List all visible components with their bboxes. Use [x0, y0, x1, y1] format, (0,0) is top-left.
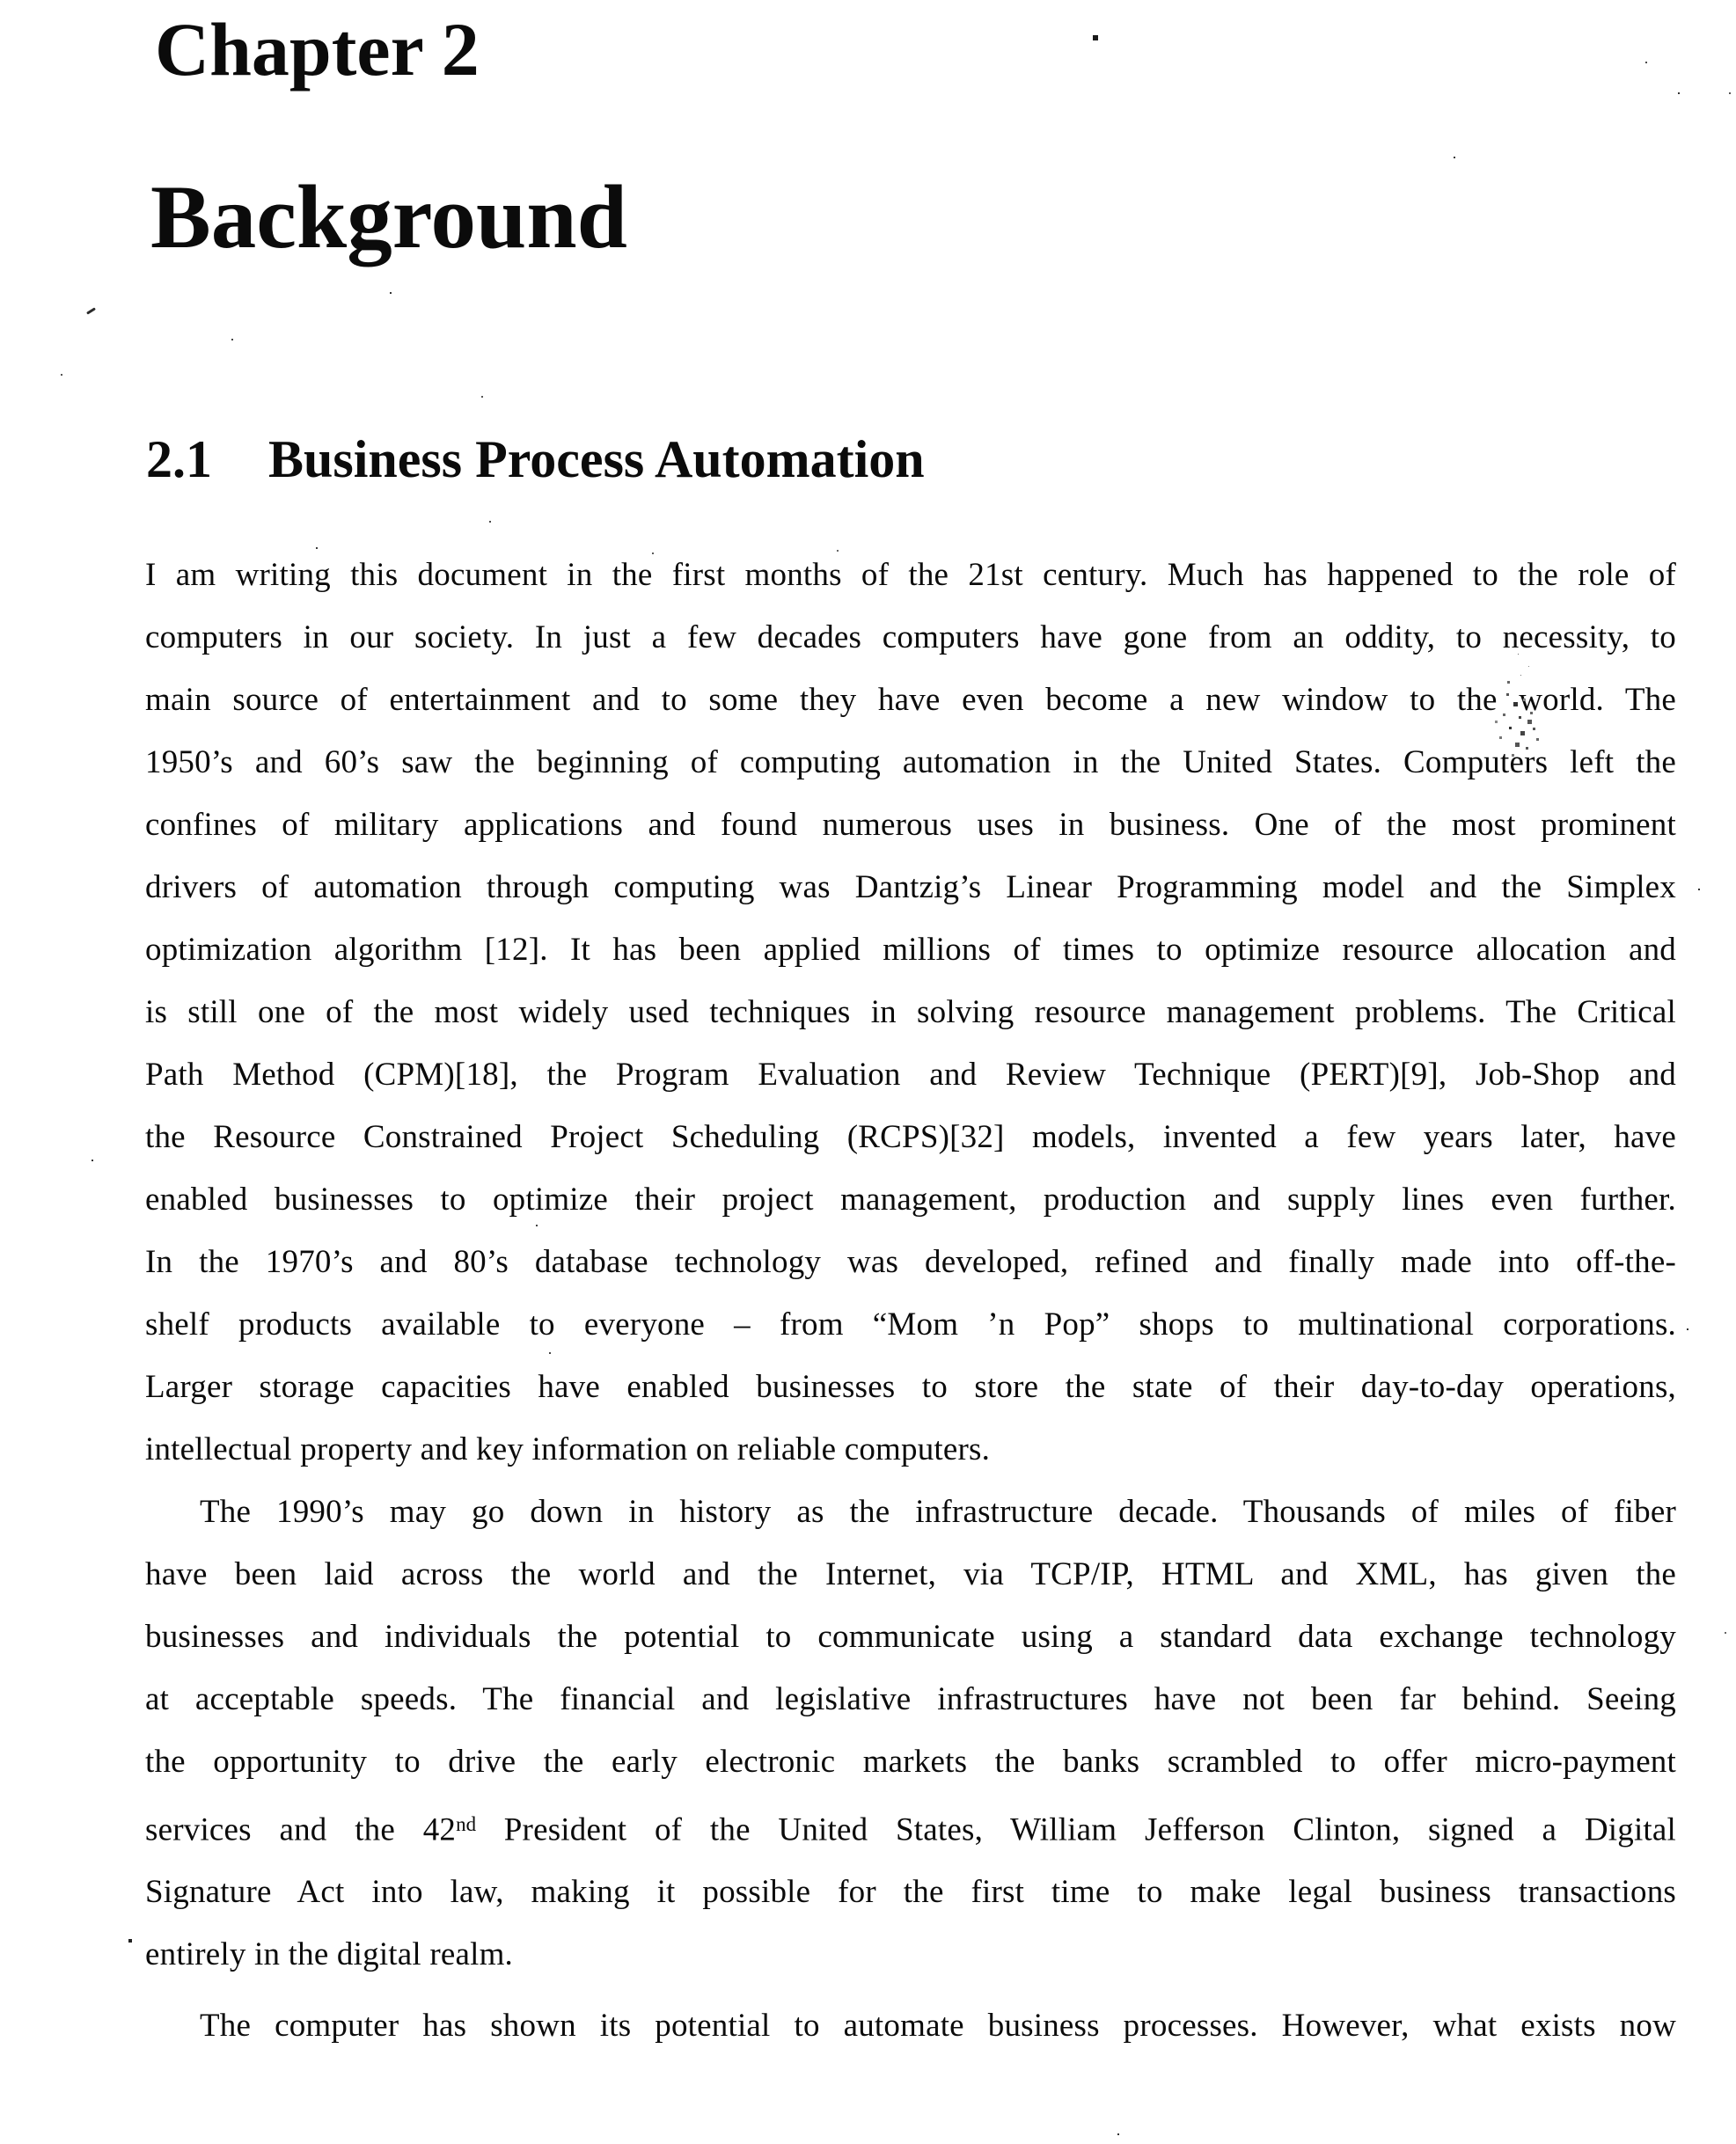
paragraph [145, 544, 1676, 1481]
superscript-text: nd [456, 1813, 477, 1835]
text-line: intellectual property and key information on reliable computers. [145, 1431, 991, 1467]
body-text [145, 544, 1676, 2057]
text-run: President of the United States, William Jefferson Clinton, signed a Digital [476, 1811, 1677, 1848]
text-line: at acceptable speeds. The financial and legislative infrastructures have not been far behind. Seeing [145, 1681, 1676, 1717]
text-line: The computer has shown its potential to automate business processes. However, what exists now [200, 2008, 1676, 2045]
text-line: Larger storage capacities have enabled businesses to store the state of their day-to-day operations, [145, 1369, 1676, 1405]
chapter-title: Background [150, 167, 627, 267]
section-heading [146, 430, 925, 488]
section-number: 2.1 [146, 430, 212, 488]
text-line: businesses and individuals the potential to communicate using a standard data exchange technology [145, 1619, 1676, 1655]
text-line: have been laid across the world and the Internet, via TCP/IP, HTML and XML, has given the [145, 1556, 1676, 1592]
text-line: enabled businesses to optimize their project management, production and supply lines even further. [145, 1182, 1676, 1218]
text-line [145, 1793, 1676, 1861]
text-line: shelf products available to everyone – from “Mom ’n Pop” shops to multinational corporations. [145, 1306, 1676, 1343]
text-line: In the 1970’s and 80’s database technology was developed, refined and finally made into off-the- [145, 1244, 1676, 1280]
text-line: drivers of automation through computing was Dantzig’s Linear Programming model and the Simplex [145, 869, 1676, 905]
text-run: services and the 42 [145, 1811, 457, 1848]
text-line: Path Method (CPM)[18], the Program Evaluation and Review Technique (PERT)[9], Job-Shop and [145, 1057, 1676, 1093]
text-line: the Resource Constrained Project Scheduling (RCPS)[32] models, invented a few years later, have [145, 1119, 1676, 1155]
text-line: The 1990’s may go down in history as the infrastructure decade. Thousands of miles of fiber [200, 1494, 1676, 1530]
section-title: Business Process Automation [268, 430, 925, 488]
text-line: 1950’s and 60’s saw the beginning of computing automation in the United States. Computers left the [145, 744, 1676, 780]
chapter-label: Chapter 2 [155, 7, 480, 91]
paragraph [145, 1994, 1676, 2057]
paragraph [145, 1481, 1676, 1986]
text-line: I am writing this document in the first months of the 21st century. Much has happened to the role of [145, 557, 1676, 593]
text-line: the opportunity to drive the early electronic markets the banks scrambled to offer micro-payment [145, 1744, 1676, 1780]
text-line: is still one of the most widely used techniques in solving resource management problems. The Critical [145, 994, 1676, 1030]
text-line: optimization algorithm [12]. It has been applied millions of times to optimize resource allocation and [145, 932, 1676, 968]
text-line: entirely in the digital realm. [145, 1936, 514, 1973]
scan-smudge [0, 0, 3, 3]
text-line: computers in our society. In just a few decades computers have gone from an oddity, to necessity, to [145, 619, 1676, 655]
text-line: main source of entertainment and to some they have even become a new window to the world. The [145, 682, 1676, 718]
text-line: Signature Act into law, making it possible for the first time to make legal business transactions [145, 1874, 1676, 1911]
text-line: confines of military applications and found numerous uses in business. One of the most prominent [145, 807, 1676, 843]
